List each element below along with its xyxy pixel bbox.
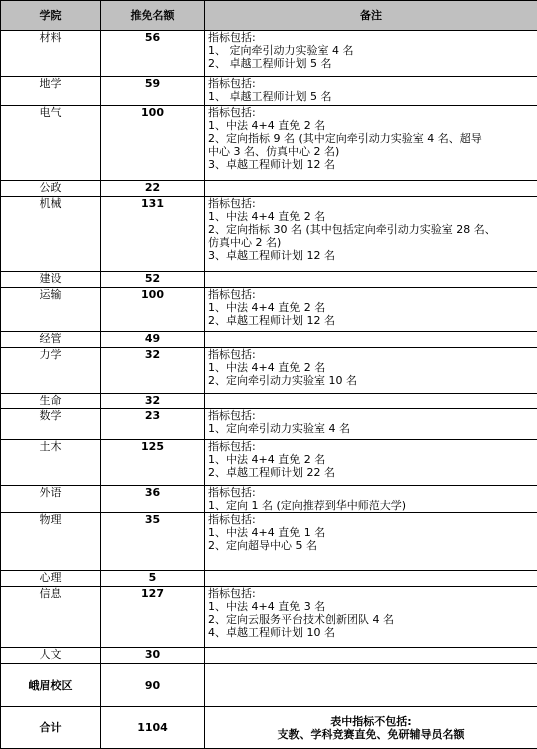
quota-cell: 59: [101, 77, 205, 106]
note-line: 指标包括:: [208, 409, 535, 422]
quota-cell: 127: [101, 587, 205, 648]
table-row: [1, 486, 537, 513]
note-cell: [205, 513, 537, 571]
note-line: 2、定向指标 30 名 (其中包括定向牵引动力实验室 28 名、: [208, 223, 535, 236]
table-row: [1, 332, 537, 348]
table-row: [1, 197, 537, 272]
college-cell: 电气: [1, 106, 101, 181]
note-line: 指标包括:: [208, 197, 535, 210]
quota-cell: 22: [101, 181, 205, 197]
note-line: 1、中法 4+4 直免 2 名: [208, 361, 535, 374]
table-row: [1, 571, 537, 587]
college-cell: 地学: [1, 77, 101, 106]
quota-cell: 125: [101, 440, 205, 486]
total-note-line: 表中指标不包括:: [207, 715, 535, 728]
note-cell: [205, 272, 537, 288]
quota-cell: 5: [101, 571, 205, 587]
college-cell: 生命: [1, 394, 101, 409]
college-cell: 物理: [1, 513, 101, 571]
emei-note: [205, 664, 537, 707]
header-quota: 推免名额: [101, 1, 205, 31]
note-cell: [205, 332, 537, 348]
note-line: 1、中法 4+4 直免 2 名: [208, 210, 535, 223]
quota-cell: 35: [101, 513, 205, 571]
college-cell: 外语: [1, 486, 101, 513]
note-line: 2、 卓越工程师计划 5 名: [208, 57, 535, 70]
college-cell: 运输: [1, 288, 101, 332]
note-line: 2、定向指标 9 名 (其中定向牵引动力实验室 4 名、超导: [208, 132, 535, 145]
emei-college: 峨眉校区: [1, 664, 101, 707]
note-line: 1、定向牵引动力实验室 4 名: [208, 422, 535, 435]
quota-cell: 100: [101, 288, 205, 332]
quota-cell: 131: [101, 197, 205, 272]
total-college: 合计: [1, 707, 101, 749]
college-cell: 土木: [1, 440, 101, 486]
table-row: [1, 288, 537, 332]
note-line: 1、中法 4+4 直免 2 名: [208, 301, 535, 314]
note-cell: [205, 571, 537, 587]
quota-cell: 36: [101, 486, 205, 513]
table-row: [1, 181, 537, 197]
college-cell: 心理: [1, 571, 101, 587]
note-line: 指标包括:: [208, 348, 535, 361]
note-line: 2、卓越工程师计划 22 名: [208, 466, 535, 479]
note-cell: [205, 587, 537, 648]
note-line: 1、中法 4+4 直免 2 名: [208, 453, 535, 466]
college-cell: 信息: [1, 587, 101, 648]
table-row: [1, 513, 537, 571]
note-line: 1、中法 4+4 直免 1 名: [208, 526, 535, 539]
table-row: [1, 348, 537, 394]
table-body: [1, 31, 537, 664]
table-row: [1, 648, 537, 664]
table-row: [1, 394, 537, 409]
table-row: [1, 440, 537, 486]
note-line: 1、定向 1 名 (定向推荐到华中师范大学): [208, 499, 535, 512]
quota-cell: 56: [101, 31, 205, 77]
note-line: 指标包括:: [208, 486, 535, 499]
header-row: [1, 1, 537, 31]
total-note-line: 支教、学科竞赛直免、免研辅导员名额: [207, 728, 535, 741]
table-row: [1, 409, 537, 440]
table-row: [1, 587, 537, 648]
emei-row: [1, 664, 537, 707]
note-line: 指标包括:: [208, 106, 535, 119]
note-line: 2、定向牵引动力实验室 10 名: [208, 374, 535, 387]
table-row: [1, 77, 537, 106]
college-cell: 机械: [1, 197, 101, 272]
table-row: [1, 272, 537, 288]
note-line: 指标包括:: [208, 77, 535, 90]
total-row: [1, 707, 537, 749]
quota-cell: 52: [101, 272, 205, 288]
note-cell: [205, 31, 537, 77]
college-cell: 力学: [1, 348, 101, 394]
note-cell: [205, 648, 537, 664]
quota-cell: 32: [101, 348, 205, 394]
note-line: 1、 定向牵引动力实验室 4 名: [208, 44, 535, 57]
note-cell: [205, 394, 537, 409]
note-line: 指标包括:: [208, 587, 535, 600]
note-line: 中心 3 名、仿真中心 2 名): [208, 145, 535, 158]
table-row: [1, 106, 537, 181]
note-line: 2、定向超导中心 5 名: [208, 539, 535, 552]
note-line: 指标包括:: [208, 288, 535, 301]
total-quota: 1104: [101, 707, 205, 749]
header-college: 学院: [1, 1, 101, 31]
emei-quota: 90: [101, 664, 205, 707]
note-line: 3、卓越工程师计划 12 名: [208, 249, 535, 262]
college-cell: 公政: [1, 181, 101, 197]
quota-cell: 100: [101, 106, 205, 181]
note-cell: [205, 77, 537, 106]
note-line: 4、卓越工程师计划 10 名: [208, 626, 535, 639]
note-cell: [205, 288, 537, 332]
note-line: 仿真中心 2 名): [208, 236, 535, 249]
note-line: 指标包括:: [208, 513, 535, 526]
note-line: 1、中法 4+4 直免 3 名: [208, 600, 535, 613]
note-line: 2、卓越工程师计划 12 名: [208, 314, 535, 327]
note-line: 指标包括:: [208, 31, 535, 44]
note-line: 2、定向云服务平台技术创新团队 4 名: [208, 613, 535, 626]
note-cell: [205, 440, 537, 486]
quota-cell: 23: [101, 409, 205, 440]
quota-cell: 49: [101, 332, 205, 348]
note-cell: [205, 486, 537, 513]
note-line: 指标包括:: [208, 440, 535, 453]
note-cell: [205, 348, 537, 394]
note-cell: [205, 409, 537, 440]
college-cell: 建设: [1, 272, 101, 288]
college-cell: 人文: [1, 648, 101, 664]
note-cell: [205, 181, 537, 197]
note-cell: [205, 197, 537, 272]
note-cell: [205, 106, 537, 181]
college-cell: 经管: [1, 332, 101, 348]
quota-cell: 30: [101, 648, 205, 664]
quota-cell: 32: [101, 394, 205, 409]
header-note: 备注: [205, 1, 537, 31]
table-row: [1, 31, 537, 77]
college-cell: 材料: [1, 31, 101, 77]
college-cell: 数学: [1, 409, 101, 440]
total-note: [205, 707, 537, 749]
note-line: 1、 卓越工程师计划 5 名: [208, 90, 535, 103]
note-line: 3、卓越工程师计划 12 名: [208, 158, 535, 171]
note-line: 1、中法 4+4 直免 2 名: [208, 119, 535, 132]
